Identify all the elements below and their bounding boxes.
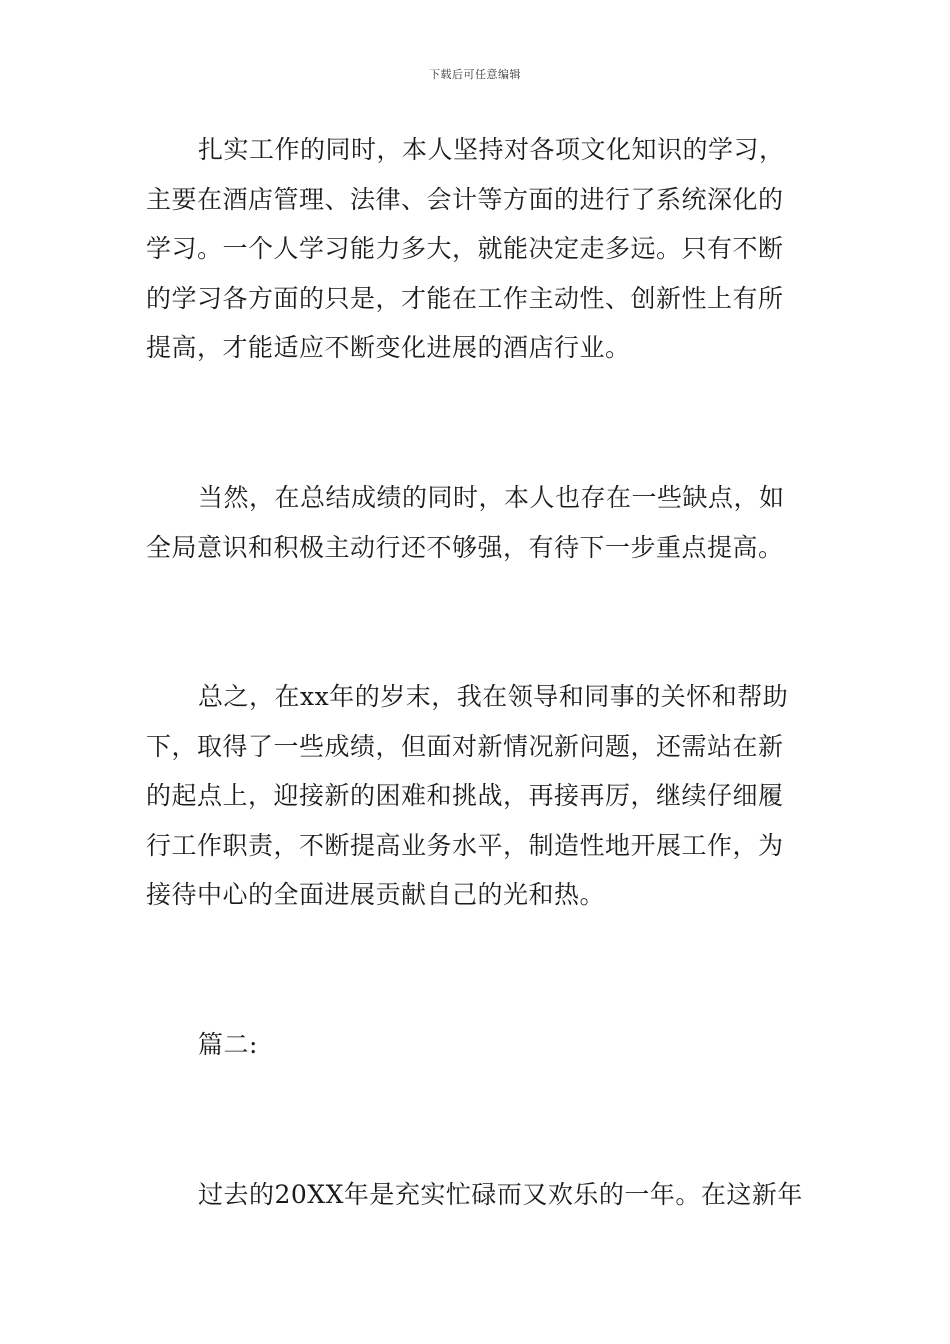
page-header: 下载后可任意编辑 [429,68,521,81]
paragraph-study: 扎实工作的同时，本人坚持对各项文化知识的学习，主要在酒店管理、法律、会计等方面的进行了系统深化的学习。一个人学习能力多大，就能决定走多远。只有不断的学习各方面的只是，才能在工作主动性、创新性上有所提高，才能适应不断变化进展的酒店行业。 [146,135,785,362]
paragraph-past-year: 过去的20XX年是充实忙碌而又欢乐的一年。在这新年 [198,1180,803,1209]
section-heading-part-two: 篇二: [198,1030,258,1059]
paragraph-conclusion: 总之，在xx年的岁末，我在领导和同事的关怀和帮助下，取得了一些成绩，但面对新情况新问题，还需站在新的起点上，迎接新的困难和挑战，再接再厉，继续仔细履行工作职责，不断提高业务水平，制造性地开展工作，为接待中心的全面进展贡献自己的光和热。 [146,682,789,909]
paragraph-shortcomings: 当然，在总结成绩的同时，本人也存在一些缺点，如全局意识和积极主动行还不够强，有待下一步重点提高。 [146,483,785,562]
